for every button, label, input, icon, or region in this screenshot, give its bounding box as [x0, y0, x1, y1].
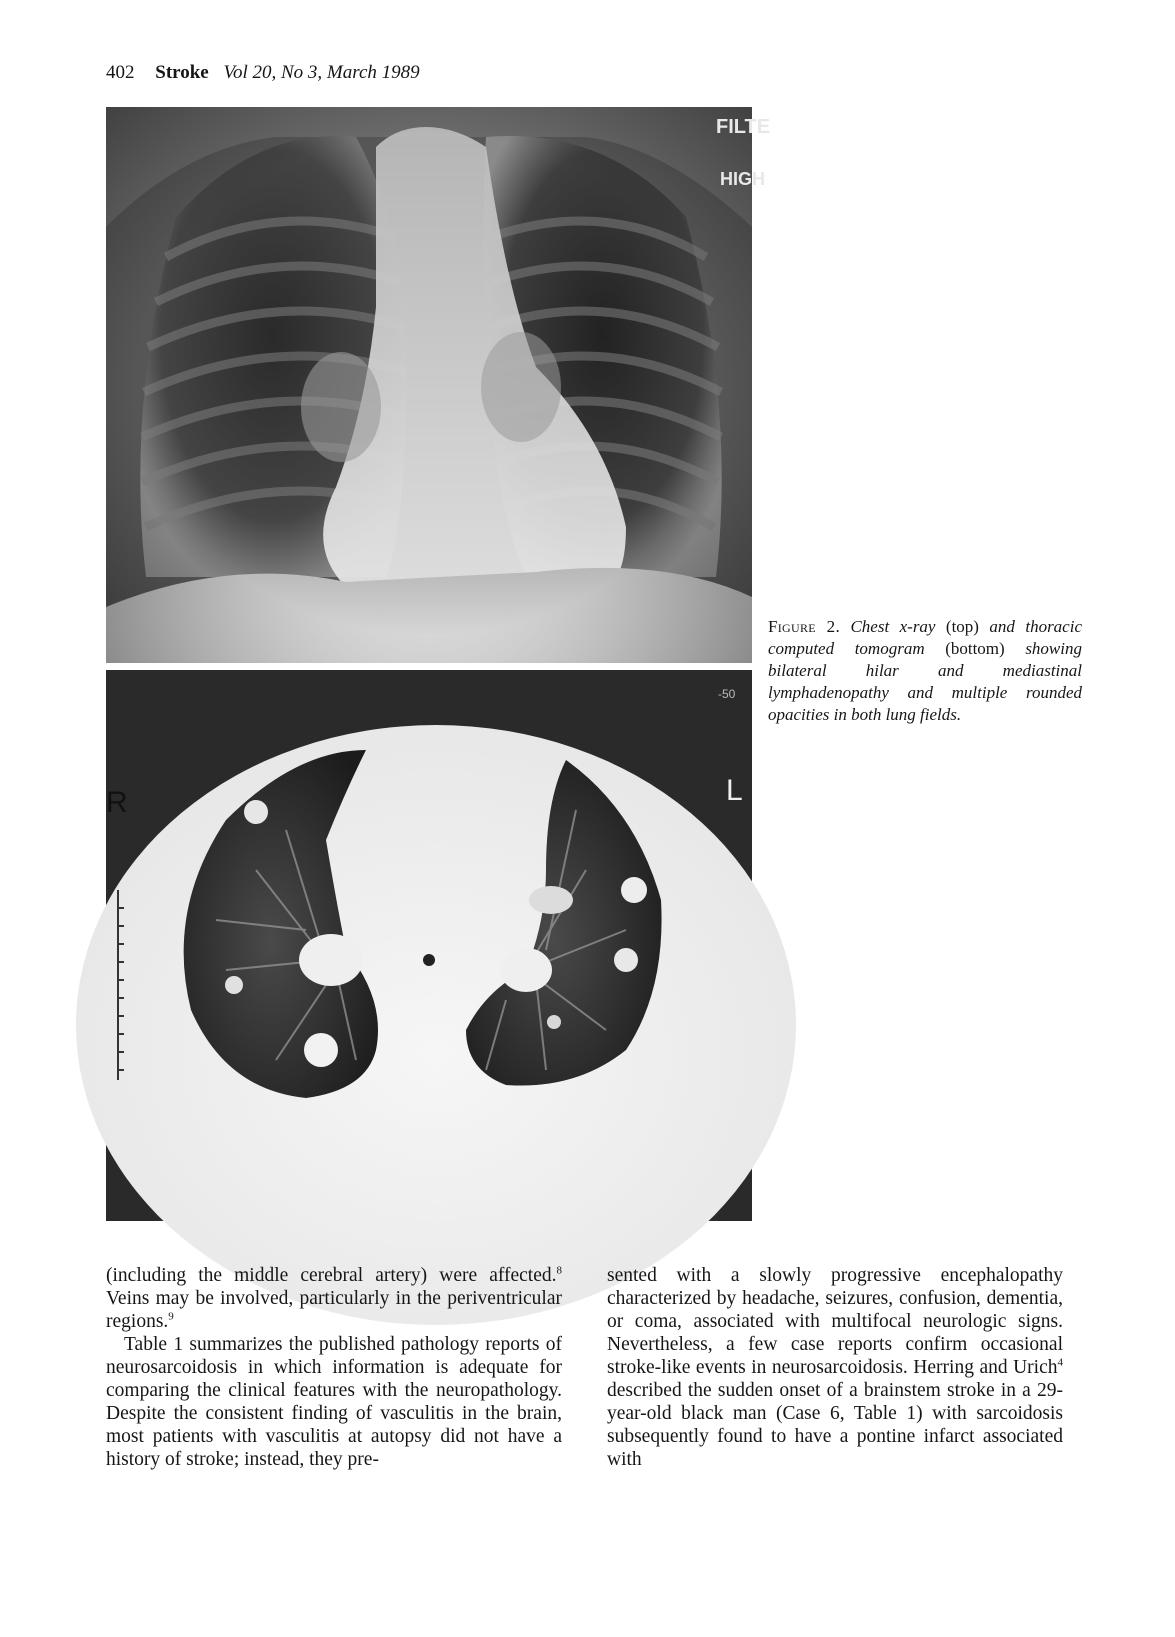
ct-corner-text: -50	[718, 687, 736, 701]
left-paragraph-2: Table 1 summarizes the published pathology reports of neurosarcoidosis in which information is adequate for comparing the clinical features with the neuropathology. Despite the consistent finding of vasculitis in the brain, most patients with vasculitis at autopsy did not have a history of stroke; instead, they pre-	[106, 1334, 562, 1470]
ct-label-left: L	[726, 774, 743, 807]
caption-paren1: (top)	[945, 617, 979, 636]
chest-xray-image	[106, 107, 771, 663]
page-number: 402	[106, 62, 135, 83]
right-text-2: described the sudden onset of a brainstem stroke in a 29-year-old black man (Case 6, Table 1) with sarcoidosis subsequently found to have a pontine infarct associated with	[607, 1380, 1063, 1470]
left-p1-text2: Veins may be involved, particularly in the periventricular regions.	[106, 1288, 562, 1332]
left-p1-text: (including the middle cerebral artery) were affected.	[106, 1265, 557, 1286]
journal-name: Stroke	[155, 62, 209, 83]
running-header	[106, 62, 420, 84]
caption-label: Figure 2.	[768, 617, 841, 636]
right-text-1: sented with a slowly progressive encephalopathy characterized by headache, seizures, confusion, dementia, or coma, associated with multifocal neurologic signs. Nevertheless, a few case reports confirm occasional stroke-like events in neurosarcoidosis. Herring and Urich	[607, 1265, 1063, 1378]
right-paragraph	[607, 1264, 1063, 1471]
figure-caption	[768, 616, 1082, 726]
left-paragraph-1	[106, 1264, 562, 1333]
reference-4: 4	[1057, 1356, 1063, 1369]
caption-part1: Chest x-ray	[850, 617, 936, 636]
caption-paren2: (bottom)	[945, 639, 1005, 658]
xray-overlay-top: FILTE	[716, 116, 771, 138]
body-column-right	[607, 1264, 1063, 1471]
reference-9: 9	[168, 1310, 174, 1323]
volume-info: Vol 20, No 3, March 1989	[223, 62, 420, 83]
caption-part3: showing bilateral hilar and mediastinal lymphadenopathy and multiple rounded opacities in both lung fields.	[768, 639, 1082, 724]
reference-8: 8	[556, 1264, 562, 1277]
ct-label-right: R	[106, 786, 128, 819]
body-column-left	[106, 1264, 562, 1471]
xray-overlay-side: HIGH	[720, 169, 765, 189]
thoracic-ct-image	[106, 670, 752, 1221]
caption-part2: and thoracic computed tomogram	[768, 617, 1082, 658]
